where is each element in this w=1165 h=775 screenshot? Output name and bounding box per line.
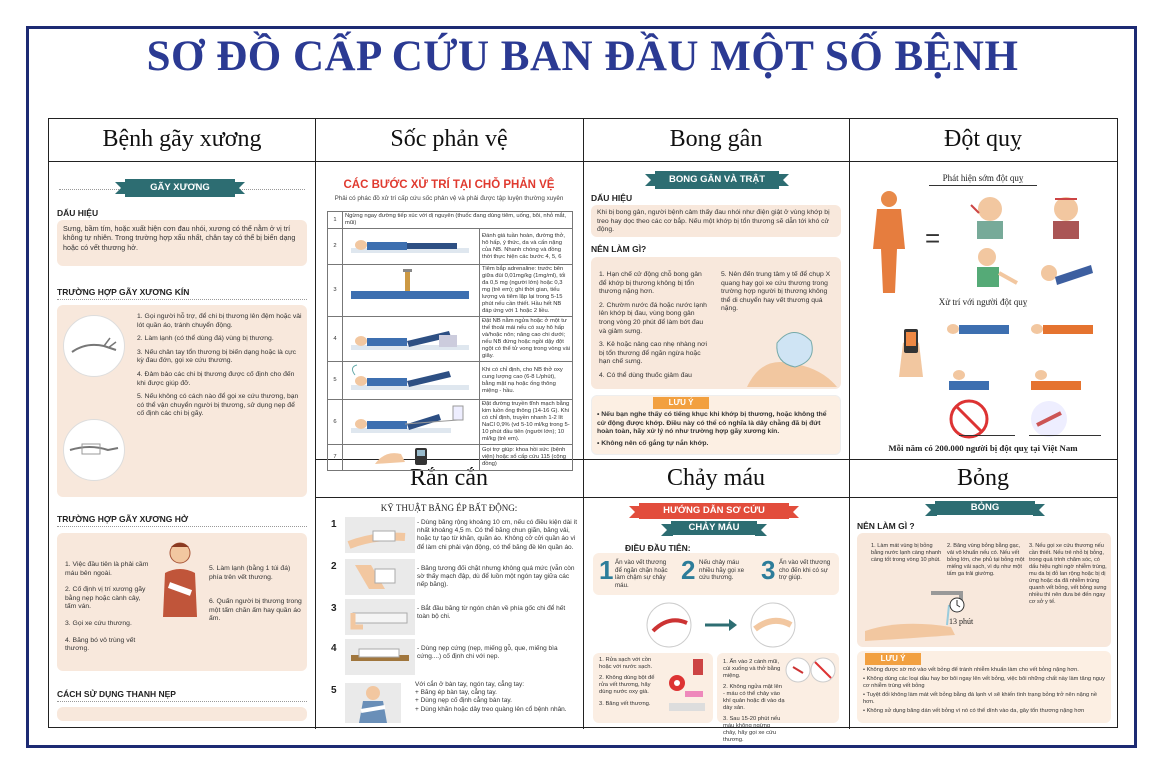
nen-lam-gi-title: NÊN LÀM GÌ? xyxy=(591,244,647,254)
ran-can-title: KỸ THUẬT BĂNG ÉP BẤT ĐỘNG: xyxy=(380,503,518,513)
underline xyxy=(1029,435,1101,436)
nen-lam-gi-title: NÊN LÀM GÌ ? xyxy=(857,521,915,531)
bong-notes xyxy=(863,667,1107,715)
chay-mau-step: 3. Sau 15-20 phút nếu máu không ngừng chảy, hãy gọi xe cứu thương. xyxy=(723,716,781,743)
bong-note: • Không dùng các loại dầu hay bơ bôi ngay lên vết bỏng, việc bôi những chất này làm tăng nguy cơ nhiễm trùng vết bỏng xyxy=(863,676,1105,689)
luu-y-notes xyxy=(597,411,835,448)
bong-note: • Tuyệt đối không làm mát vết bỏng bằng đá lạnh vì sẽ khiến tình trạng bỏng trở nên nặng nề hơn. xyxy=(863,692,1098,705)
kin-step: 1. Gọi người hỗ trợ, để chi bị thương lên đệm hoặc vải lót quần áo, tránh chuyển động. xyxy=(137,313,302,329)
bong-step: 3. Nếu gọi xe cứu thương nếu cần thiết. Nếu trẻ nhỏ bị bỏng, trong quá trình chăm sóc, có dấu hiệu nghi ngờ nhiễm trùng, mu da bị đỏ lan rộng hoặc bị dị ứng hoặc da đã nhiễm trùng quanh vết bỏng, vết bỏng sưng nhiều thì nên đưa bé đến ngay cơ sở y tế. xyxy=(1029,543,1107,605)
divider xyxy=(849,119,850,729)
step-number: 1 xyxy=(599,555,614,585)
ribbon-bong-gan: BONG GÂN VÀ TRẬT KHỚP xyxy=(655,171,779,189)
arm-illustration xyxy=(63,315,125,377)
row-illustration xyxy=(343,445,480,471)
bong-step: 2. Băng vùng bỏng bằng gạc, vải vô khuẩn nếu có. Nếu vết bỏng lớn, che phủ tại bỏng một miếng vải sạch, vì dụ như một tấm ga trải giường. xyxy=(947,543,1025,577)
chay-mau-step: 1. Rửa sạch với cồn hoặc với nước sạch. xyxy=(599,657,653,670)
phone-call-icon xyxy=(895,323,927,379)
luu-y-label: LƯU Ý xyxy=(865,653,921,665)
nep-title: CÁCH SỬ DỤNG THANH NẸP xyxy=(57,689,176,699)
row-number: 5 xyxy=(328,362,343,400)
injection-icon xyxy=(345,269,473,309)
first-aid-items-icon xyxy=(663,655,711,721)
bong-gan-step: 5. Nên đến trung tâm y tế để chụp X quang hay gọi xe cứu thương trong trường hợp người bị thương không thể di chuyển hay vết thương quá nặng. xyxy=(721,271,831,313)
luu-y-note: • Nếu bạn nghe thấy có tiếng khục khi khớp bị thương, hoặc không thể cử động được khớp. Điều này có thể có nghĩa là dây chằng đã bị đứt hoàn toàn, hãy xử lý nó như trường hợp gãy xương kín. xyxy=(597,411,827,436)
ho-steps-left xyxy=(65,561,151,654)
step-number: 3 xyxy=(331,603,337,614)
bandage-leg-icon xyxy=(345,559,415,595)
chay-mau-step: 1. Ấn vào 2 cánh mũi, cúi xuống và thở bằng miệng. xyxy=(723,659,781,679)
ho-steps-right xyxy=(209,565,303,624)
dot-quy-footer: Mỗi năm có 200.000 người bị đột quỵ tại Việt Nam xyxy=(888,443,1078,453)
row-number: 4 xyxy=(328,317,343,362)
table-row xyxy=(328,400,573,445)
ribbon-huong-dan: HƯỚNG DẪN SƠ CỨU xyxy=(639,503,789,519)
bong-gan-step: 2. Chườm nước đá hoặc nước lạnh lên khớp bị đau, vùng bong gân trong vòng 20 phút để làm bớt đau và giảm sưng. xyxy=(599,301,707,335)
kin-step: 4. Đảm bảo các chi bị thương được cố định cho đến khi được giúp đỡ. xyxy=(137,370,295,387)
arm-icon xyxy=(64,420,124,480)
bong-gan-step: 4. Có thể dùng thuốc giảm đau xyxy=(599,371,692,379)
ran-can-step: - Bắt đầu băng từ ngón chân về phía gốc chi để hết toàn bộ chi. xyxy=(417,605,566,621)
arm-illustration xyxy=(63,419,125,481)
heading-soc-phan-ve: Sốc phản vệ xyxy=(390,126,508,152)
row-illustration xyxy=(343,265,480,317)
dau-hieu-box xyxy=(591,205,841,237)
equals-icon: = xyxy=(925,223,941,253)
bong-gan-steps xyxy=(599,271,711,381)
step-number: 4 xyxy=(331,643,337,654)
bong-gan-step: 3. Kê hoặc nâng cao nhẹ nhàng nơi bị tổn thương để ngăn ngừa hoặc hạn chế sưng. xyxy=(599,341,708,366)
row-text: Ngừng ngay đường tiếp xúc với dị nguyên (thuốc đang dùng tiêm, uống, bôi, nhỏ mắt, mũi) xyxy=(343,212,573,229)
wound-illustration xyxy=(609,601,831,649)
kin-title: TRƯỜNG HỢP GÃY XƯƠNG KÍN xyxy=(57,287,190,297)
body-figure-icon xyxy=(857,189,921,295)
panel-grid xyxy=(48,118,1118,743)
ribbon-gay-xuong: GÃY XƯƠNG xyxy=(125,179,235,197)
dau-hieu-box xyxy=(57,220,307,266)
face-pain-icon xyxy=(957,191,1023,239)
row-text: Tiêm bắp adrenaline: trước bên giữa đùi 0,01mg/kg (1mg/ml), tối đa 0,5 mg (người lớn) hoặc 0,3 mg (trẻ em); ghi thời gian, tiếu lượng và tiêm lặp lại trong 5-15 phút nếu cần thiết. Hầu hết NB đáp ứng với 1 hoặc 2 liều. xyxy=(480,265,573,317)
ho-step: 2. Cố định vị trí xương gãy bằng nẹp hoặc cành cây, tấm ván. xyxy=(65,586,146,611)
step-number: 2 xyxy=(681,555,696,585)
table-row xyxy=(328,212,573,229)
collapse-icon xyxy=(1033,243,1099,291)
dotted-line xyxy=(57,526,307,527)
row-number: 1 xyxy=(328,212,343,229)
chay-mau-step: 2. Không ngửa mặt lên - máu có thể chảy vào khí quản hoặc đi vào dạ dày sản. xyxy=(723,684,785,711)
phone-icon xyxy=(345,446,473,466)
kin-step: 5. Nếu không có cách nào để gọi xe cứu thương, bạn có thể vận chuyển người bị thương, sử dụng nẹp để cố định các chi bị gãy. xyxy=(137,393,299,418)
table-row xyxy=(328,362,573,400)
splint-icon xyxy=(345,639,415,675)
oxygen-icon xyxy=(345,363,473,395)
dau-hieu-text: Sưng, bầm tím, hoặc xuất hiện cơn đau nhói, xương có thể nằm ở vị trí không tự nhiên. Trong trường hợp xấu nhất, chân tay có thể bị biến dạng hoặc có vết thương hở. xyxy=(63,224,296,252)
water-cooling-icon xyxy=(861,583,997,643)
page-title: SƠ ĐỒ CẤP CỨU BAN ĐẦU MỘT SỐ BỆNH xyxy=(146,33,1019,80)
bandage-arm-icon xyxy=(345,517,415,553)
row-illustration xyxy=(343,229,480,265)
ran-can-step: - Dùng băng rộng khoảng 10 cm, nếu có điều kiện dài ít nhất khoảng 4,5 m. Có thể băng chun giãn, băng vải, hoặc tự tạo từ khăn, quần áo. Không cở cởi quần áo vì để làm chi phải vận động, có thể băng đè lên quần áo. xyxy=(417,519,578,551)
ran-can-step: Với cắn ở bàn tay, ngón tay, cẳng tay: + Băng ép bàn tay, cẳng tay. + Dùng nẹp cố định cẳng bàn tay. + Dùng khăn hoặc dây treo quàng lên cổ bệnh nhân. xyxy=(415,681,567,713)
row-text: Đánh giá tuần hoàn, đường thở, hô hấp, ý thức, da và cấn nặng của NB. Nhanh chóng và đồng thời thực hiện các bước 4, 5, 6 xyxy=(480,229,573,265)
row-text: Gọi trợ giúp: khoa hồi sức (bệnh viện) hoặc số cấp cứu 115 (cộng đồng) xyxy=(480,445,573,471)
ho-step: 4. Băng bó vô trùng vết thương. xyxy=(65,636,136,653)
chay-mau-left-steps xyxy=(599,657,661,708)
dotted-line xyxy=(57,299,307,300)
dau-hieu-title: DẤU HIỆU xyxy=(57,208,99,218)
heading-chay-mau: Chảy máu xyxy=(667,465,765,491)
phan-ve-table xyxy=(327,211,573,471)
divider xyxy=(315,119,316,729)
step-number: 5 xyxy=(331,685,337,696)
luu-y-label: LƯU Ý xyxy=(653,397,709,409)
dieu-dau-tien-title: ĐIỀU ĐẦU TIÊN: xyxy=(625,543,691,553)
row-illustration xyxy=(343,317,480,362)
phat-hien-label: Phát hiện sớm đột quỵ xyxy=(942,173,1024,183)
bong-gan-step: 1. Hạn chế cử động chỗ bong gân để khớp bị thương không bị tổn thương nặng hơn. xyxy=(599,271,702,296)
row-illustration xyxy=(343,400,480,445)
no-no-icons xyxy=(929,395,1109,445)
patient-icon xyxy=(345,230,473,260)
step-number: 3 xyxy=(761,555,776,585)
row-text: Đặt đường truyền tĩnh mạch bằng kim luồn ống thông (14-16 G). Khi có chỉ định, truyền nhanh 1-2 lít NaCl 0,9% (vd 5-10 ml/kg trong 5-10 phút đầu tiên (người lớn); 10 ml/kg (trẻ em). xyxy=(480,400,573,445)
phan-ve-subtitle: Phải có phác đồ xử trí cấp cứu sốc phản vệ và phải được tập luyện thường xuyên xyxy=(334,195,564,202)
ho-step: 1. Việc đầu tiên là phải cầm máu bên ngoài. xyxy=(65,561,149,577)
row-number: 2 xyxy=(328,229,343,265)
table-row xyxy=(328,445,573,471)
step-number: 2 xyxy=(331,561,337,572)
iv-drip-icon xyxy=(345,402,473,440)
arm-icon xyxy=(64,316,124,376)
bong-note: • Không được sờ mó vào vết bỏng để tránh nhiễm khuẩn làm cho vết bỏng nặng hơn. xyxy=(863,667,1079,673)
ho-step: 3. Gọi xe cứu thương. xyxy=(65,619,132,627)
table-row xyxy=(328,317,573,362)
kin-step: 2. Làm lạnh (có thể dùng đá) vùng bị thương. xyxy=(137,335,274,343)
bong-step: 1. Làm mát vùng bị bỏng bằng nước lạnh càng nhanh càng tốt trong vòng 10 phút. xyxy=(871,543,942,563)
xu-tri-label: Xử trí với người đột quỵ xyxy=(938,297,1028,307)
ho-step: 5. Làm lạnh (bằng 1 túi đá) phía trên vết thương. xyxy=(209,565,291,581)
first-step: Nếu chảy máu nhiều hãy gọi xe cứu thương. xyxy=(699,559,745,582)
chay-mau-right-steps xyxy=(723,659,785,744)
chay-mau-step: 3. Băng vết thương. xyxy=(599,701,651,707)
ran-can-step: - Băng tương đối chặt nhưng không quá mức (vẫn còn sờ thấy mạch đập, dù để luồn một ngón tay giữa các nếp băng). xyxy=(417,565,575,589)
heading-gay-xuong: Bệnh gãy xương xyxy=(102,126,262,152)
heading-bong: Bỏng xyxy=(956,465,1009,491)
ribbon-bong: BỎNG xyxy=(935,501,1035,515)
phan-ve-title: CÁC BƯỚC XỬ TRÍ TẠI CHỖ PHẢN VỆ xyxy=(343,179,555,191)
row-illustration xyxy=(343,362,480,400)
nosebleed-icons xyxy=(785,655,837,685)
patient-legs-raised-icon xyxy=(345,321,473,355)
nep-box xyxy=(57,707,307,721)
first-step: Ấn vào vết thương cho đến khi có sự trợ giúp. xyxy=(779,559,831,582)
kin-steps xyxy=(137,313,303,419)
arm-weakness-icon xyxy=(957,243,1023,291)
underline xyxy=(929,185,1037,186)
first-step: Ấn vào vết thương để ngăn chặn hoặc làm chậm sự chảy máu. xyxy=(615,559,668,589)
row-number: 6 xyxy=(328,400,343,445)
dau-hieu-title: DẤU HIỆU xyxy=(591,193,633,203)
luu-y-note: • Không nên cố gắng tự nắn khớp. xyxy=(597,439,709,447)
injured-person-icon xyxy=(153,539,207,619)
step-number: 1 xyxy=(331,519,337,530)
ho-step: 6. Quấn người bị thương trong một tấm chăn ấm hay quần áo ấm. xyxy=(209,598,302,623)
divider xyxy=(49,161,1117,162)
kin-step: 3. Nếu chân tay tổn thương bị biến dạng hoặc là cực kỳ đau đớn, gọi xe cứu thương. xyxy=(137,348,297,365)
bandage-foot-icon xyxy=(345,599,415,635)
dau-hieu-text: Khi bị bong gân, người bệnh cảm thấy đau nhói như điện giật ở vùng khớp bị treo hay dọc theo các cơ bắp. Nếu một khớp bị tổn thương sẽ dẫn tới khó cử động. xyxy=(597,209,830,234)
row-number: 7 xyxy=(328,445,343,471)
ho-title: TRƯỜNG HỢP GÃY XƯƠNG HỞ xyxy=(57,514,189,524)
headache-icon xyxy=(1033,191,1099,239)
dotted-line xyxy=(57,701,307,702)
ran-can-step: - Dùng nẹp cứng (nẹp, miếng gỗ, que, miếng bìa cứng....) cố định chi với nẹp. xyxy=(417,645,558,661)
table-row xyxy=(328,265,573,317)
underline xyxy=(959,435,1015,436)
row-text: Đặt NB nằm ngửa hoặc ở một tư thế thoải mái nếu có suy hô hấp và/hoặc nôn; nâng cao chi dưới; nếu NB đứng hoặc ngồi dậy đột ngột có thể tử vong trong vòng vài giây. xyxy=(480,317,573,362)
row-text: Khi có chỉ định, cho NB thở oxy cung lượng cao (6-8 L/phút), bằng mặt nạ hoặc ống thông miệng - hầu. xyxy=(480,362,573,400)
heading-dot-quy: Đột quỵ xyxy=(944,126,1022,152)
timer-label: 13 phút xyxy=(949,617,974,626)
ice-pack-foot-icon xyxy=(741,317,841,389)
divider xyxy=(583,119,584,729)
heading-bong-gan: Bong gân xyxy=(669,126,763,152)
clock-icon xyxy=(949,597,965,613)
bong-note: • Không sử dụng băng dán vết bỏng vì nó có thể dính vào da, gây tổn thương nặng hơn xyxy=(863,708,1085,714)
heading-ran-can: Rắn cắn xyxy=(410,465,488,491)
ribbon-chay-mau: CHẢY MÁU xyxy=(671,521,757,535)
chay-mau-step: 2. Không dùng bột để rửa vết thương, hãy dùng nước oxy già. xyxy=(599,675,655,695)
divider xyxy=(315,497,1117,498)
sling-icon xyxy=(345,683,401,723)
table-row xyxy=(328,229,573,265)
row-number: 3 xyxy=(328,265,343,317)
